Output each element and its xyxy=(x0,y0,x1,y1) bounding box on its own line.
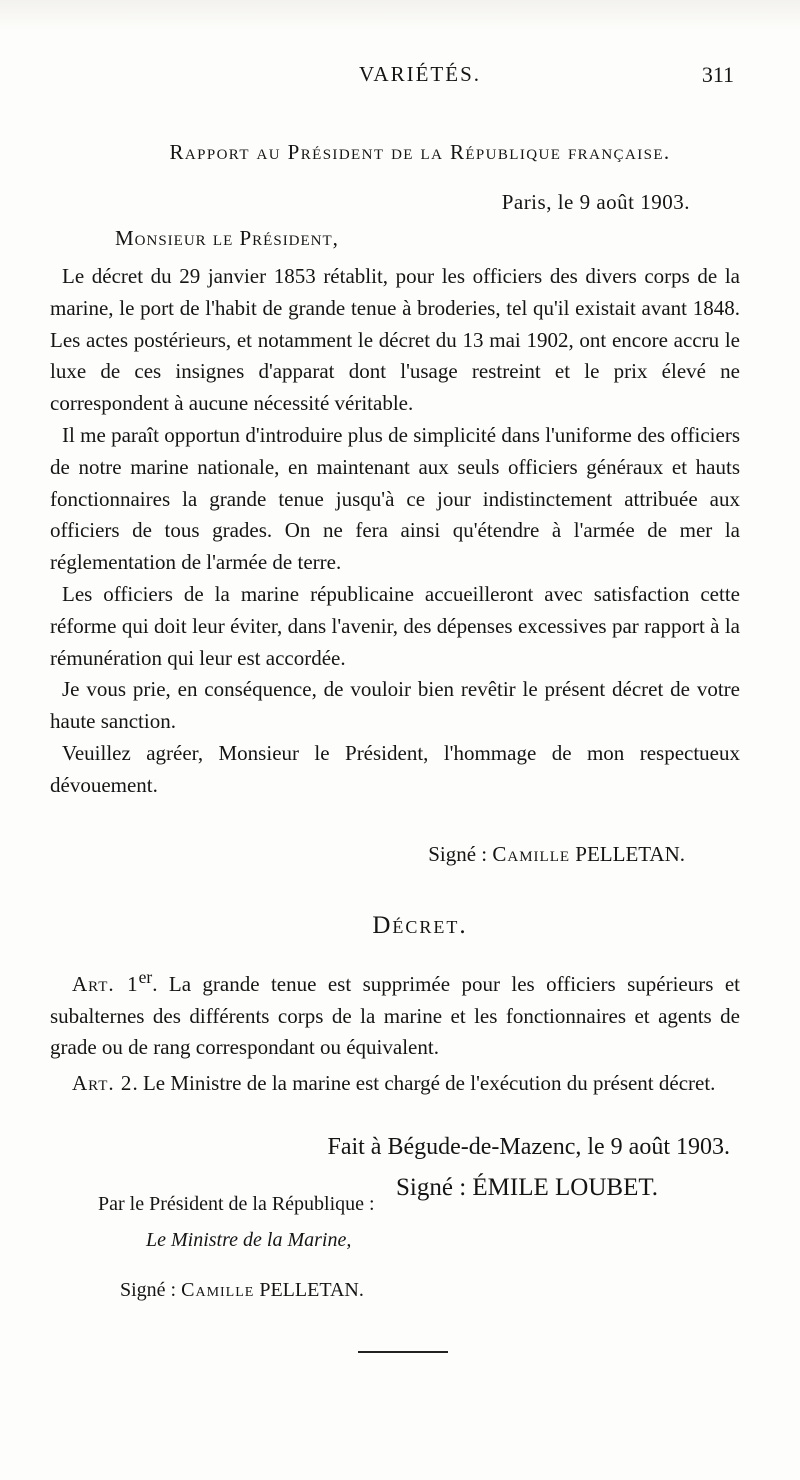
minister-signature xyxy=(428,842,685,867)
page-number: 311 xyxy=(701,62,734,87)
report-paragraph: Je vous prie, en conséquence, de vouloir bien revêtir le présent décret de votre haute sanction. xyxy=(50,677,740,734)
place-date: Fait à Bégude-de-Mazenc, le 9 août 1903. xyxy=(327,1134,730,1160)
report-title: Rapport au Président de la République française. xyxy=(169,140,671,164)
article-label-sup: er xyxy=(138,967,153,987)
salutation: Monsieur le Président, xyxy=(115,226,339,250)
end-divider xyxy=(358,1351,448,1353)
report-paragraph: Il me paraît opportun d'introduire plus de simplicité dans l'uniforme des officiers de notre marine nationale, en maintenant aux seuls officiers généraux et hauts fonctionnaires la grande tenue jusqu'à ce jour indistinctement attribuée aux officiers de tous grades. On ne fera ainsi qu'étendre à l'armée de mer la réglementation de l'armée de terre. xyxy=(50,422,740,575)
countersign-title: Le Ministre de la Marine, xyxy=(146,1229,352,1251)
countersign-signature xyxy=(120,1280,364,1300)
article-1 xyxy=(50,962,740,1064)
decree-title: Décret. xyxy=(372,912,468,939)
page-header xyxy=(100,62,740,92)
countersign-surname: PELLETAN. xyxy=(259,1279,364,1301)
decree-articles xyxy=(50,962,740,1099)
report-paragraph: Veuillez agréer, Monsieur le Président, l'hommage de mon respectueux dévouement. xyxy=(50,740,740,797)
article-text: . La grande tenue est supprimée pour les officiers supérieurs et subalternes des différents corps de la marine et les fonctionnaires et agents de grade ou de rang correspondant ou équivalent. xyxy=(50,972,740,1059)
president-signature: Signé : ÉMILE LOUBET. xyxy=(396,1174,658,1201)
article-text: . Le Ministre de la marine est chargé de l'exécution du présent décret. xyxy=(132,1070,716,1095)
article-label: Art. 1 xyxy=(72,972,139,996)
report-paragraph: Le décret du 29 janvier 1853 rétablit, pour les officiers des divers corps de la marine, le port de l'habit de grande tenue à broderies, tel qu'il existait avant 1848. Les actes postérieurs, et notamment le décret du 13 mai 1902, ont encore accru le luxe de ces insignes d'apparat dont l'usage restreint et le prix élevé ne correspondent à aucune nécessité véritable. xyxy=(50,264,740,416)
article-label: Art. 2 xyxy=(72,1070,133,1095)
signature-first-name: Camille xyxy=(492,842,571,866)
countersign-prefix: Signé : xyxy=(120,1279,182,1301)
signature-surname: PELLETAN. xyxy=(575,842,685,866)
report-body xyxy=(50,261,740,802)
running-title: VARIÉTÉS. xyxy=(358,62,482,86)
countersign-line: Par le Président de la République : xyxy=(98,1193,375,1215)
countersign-first-name: Camille xyxy=(181,1279,255,1301)
dateline: Paris, le 9 août 1903. xyxy=(501,190,690,214)
report-paragraph: Les officiers de la marine républicaine accueilleront avec satisfaction cette réforme qui doit leur éviter, dans l'avenir, des dépenses excessives par rapport à la rémunération qui leur est accordée. xyxy=(50,581,740,670)
signature-prefix: Signé : xyxy=(428,842,493,866)
article-2 xyxy=(50,1068,740,1100)
